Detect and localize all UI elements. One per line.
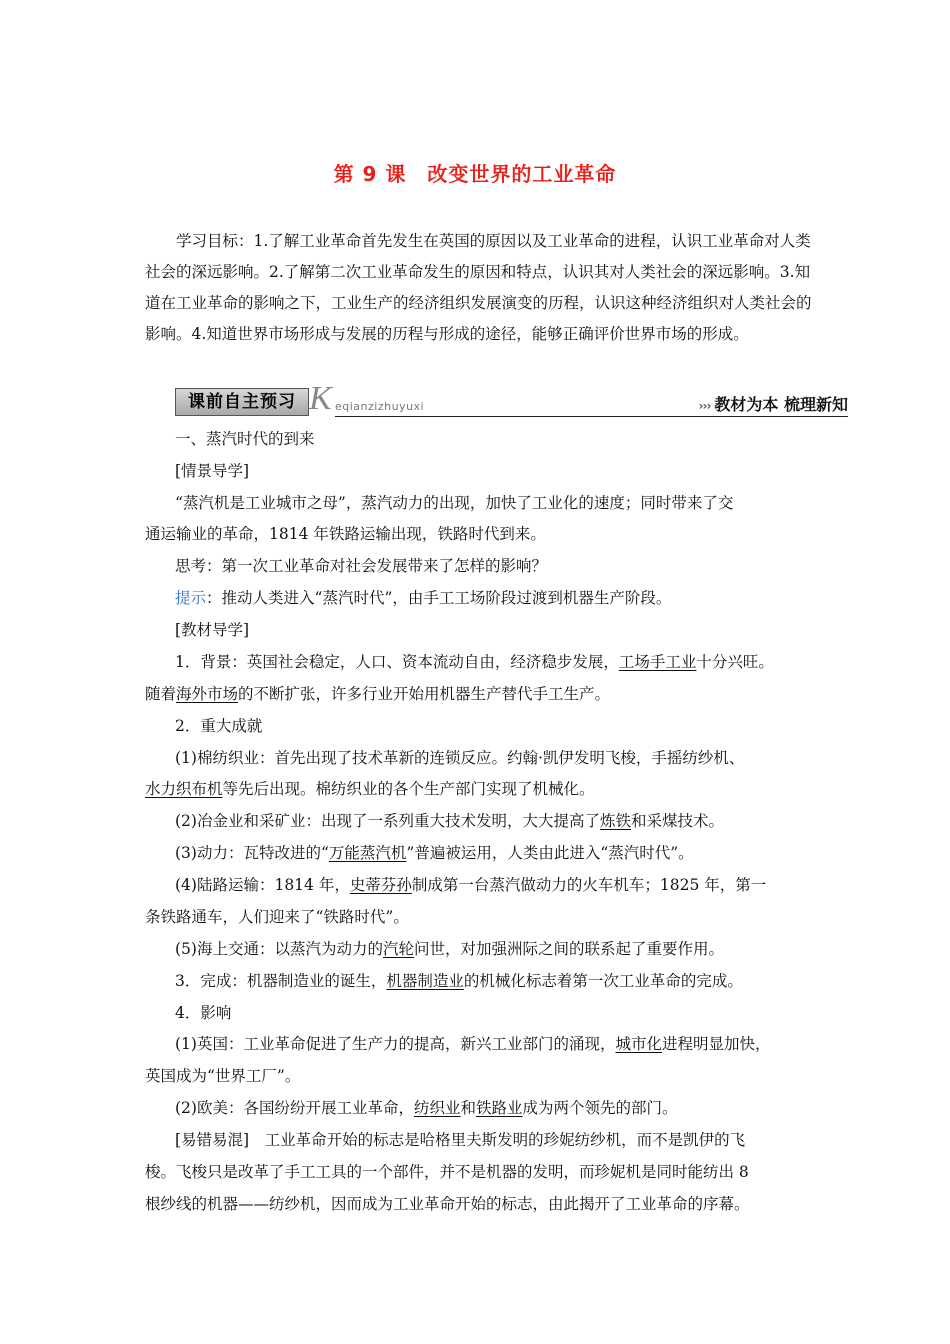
answer-blank: 水力织布机 [145,780,223,798]
answer-blank: 汽轮 [382,940,414,958]
impact-title: 4．影响 [175,1004,232,1022]
banner-k-letter: K [309,380,332,417]
scene-text-1: “蒸汽机是工业城市之母”，蒸汽动力的出现，加快了工业化的速度；同时带来了交 [175,494,734,512]
answer-blank: 炼铁 [599,812,631,830]
banner-right-text: 教材为本 梳理新知 [714,395,848,414]
background-line-1: 1．背景：英国社会稳定，人口、资本流动自由，经济稳步发展，工场手工业十分兴旺。 [175,653,774,671]
power-line: (3)动力：瓦特改进的“万能蒸汽机”普遍被运用，人类由此进入“蒸汽时代”。 [175,844,694,862]
europe-line: (2)欧美：各国纷纷开展工业革命，纺织业和铁路业成为两个领先的部门。 [175,1099,678,1117]
banner-subtitle: eqianzizhuyuxi [335,400,425,413]
preview-banner [175,380,848,420]
answer-blank: 万能蒸汽机 [328,844,407,862]
sea-line: (5)海上交通：以蒸汽为动力的汽轮问世，对加强洲际之间的联系起了重要作用。 [175,940,724,958]
banner-slogan [699,392,848,415]
scene-text-2: 通运输业的革命，1814 年铁路运输出现，铁路时代到来。 [145,525,546,543]
confusion-line-3: 根纱线的机器——纺纱机，因而成为工业革命开始的标志，由此揭开了工业革命的序幕。 [145,1195,750,1213]
metal-line: (2)冶金业和采矿业：出现了一系列重大技术发明，大大提高了炼铁和采煤技术。 [175,812,724,830]
textbook-label: [教材导学] [175,621,250,639]
achievements-title: 2．重大成就 [175,717,263,735]
scene-label: [情景导学] [175,462,250,480]
answer-blank: 纺织业 [413,1099,461,1117]
think-question: 思考：第一次工业革命对社会发展带来了怎样的影响？ [175,557,548,575]
uk-line-1: (1)英国：工业革命促进了生产力的提高，新兴工业部门的涌现，城市化进程明显加快， [175,1035,771,1053]
answer-blank: 铁路业 [476,1099,523,1117]
confusion-line-1: [易错易混] 工业革命开始的标志是哈格里夫斯发明的珍妮纺纱机，而不是凯伊的飞 [175,1131,746,1149]
completion-line: 3．完成：机器制造业的诞生，机器制造业的机械化标志着第一次工业革命的完成。 [175,972,743,990]
land-line-2: 条铁路通车，人们迎来了“铁路时代”。 [145,908,409,926]
learning-objectives: 学习目标：1.了解工业革命首先发生在英国的原因以及工业革命的进程，认识工业革命对人类社会的深远影响。2.了解第二次工业革命发生的原因和特点，认识其对人类社会的深远影响。3.知道在工业革命的影响之下，工业生产的经济组织发展演变的历程，认识这种经济组织对人类社会的影响。4.知道世界市场形成与发展的历程与形成的途径，能够正确评价世界市场的形成。 [145,232,812,343]
banner-label: 课前自主预习 [175,388,309,416]
banner-divider [335,416,848,417]
answer-blank: 城市化 [615,1035,662,1053]
background-line-2: 随着海外市场的不断扩张，许多行业开始用机器生产替代手工生产。 [145,685,611,703]
hint-line [175,583,671,614]
cotton-line-2: 水力织布机等先后出现。棉纺织业的各个生产部门实现了机械化。 [145,780,595,798]
lesson-title: 第 9 课 改变世界的工业革命 [333,162,617,186]
confusion-line-2: 梭。飞梭只是改革了手工工具的一个部件，并不是机器的发明，而珍妮机是同时能纺出 8 [145,1163,749,1181]
land-line-1: (4)陆路运输：1814 年，史蒂芬孙制成第一台蒸汽做动力的火车机车；1825 年，第一 [175,876,767,894]
cotton-line-1: (1)棉纺织业：首先出现了技术革新的连锁反应。约翰·凯伊发明飞梭，手摇纺纱机、 [175,749,745,767]
answer-blank: 海外市场 [176,685,239,703]
answer-blank: 机器制造业 [386,972,464,990]
uk-line-2: 英国成为“世界工厂”。 [145,1067,301,1085]
answer-blank: 工场手工业 [618,653,697,671]
hint-label: 提示 [175,589,207,607]
answer-blank: 史蒂芬孙 [349,876,412,894]
arrows-icon: ››› [698,399,711,413]
section-heading: 一、蒸汽时代的到来 [175,430,315,448]
hint-text: ：推动人类进入“蒸汽时代”，由手工工场阶段过渡到机器生产阶段。 [206,589,672,607]
